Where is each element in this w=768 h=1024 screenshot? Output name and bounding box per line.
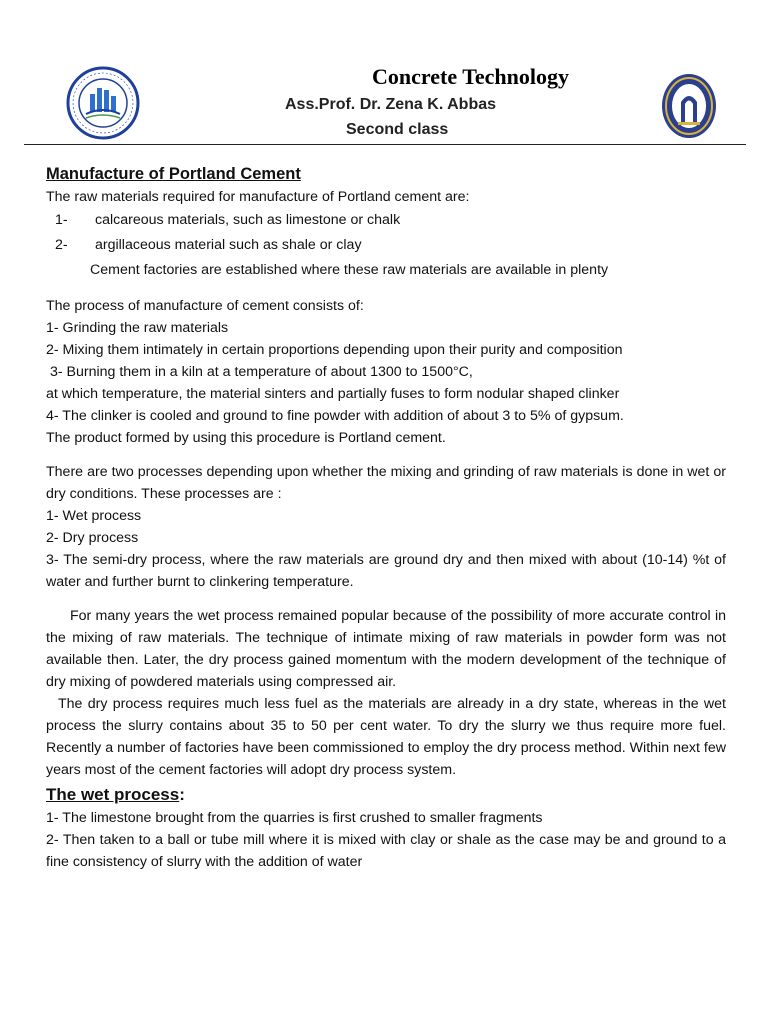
section-heading-manufacture: Manufacture of Portland Cement: [46, 165, 301, 183]
raw-materials-list: [46, 208, 726, 257]
raw-materials-intro: The raw materials required for manufacture of Portland cement are:: [46, 189, 470, 205]
page-header: [0, 0, 768, 146]
process-type-item: 1- Wet process: [46, 508, 142, 524]
process-step: 3- Burning them in a kiln at a temperature of about 1300 to 1500°C,: [46, 364, 473, 380]
college-emblem-icon: [660, 72, 718, 140]
process-step: 1- Grinding the raw materials: [46, 320, 229, 336]
process-step: 2- Mixing them intimately in certain proportions depending upon their purity and composition: [46, 342, 623, 358]
author-line: Ass.Prof. Dr. Zena K. Abbas: [285, 96, 497, 113]
wet-process-step: 2- Then taken to a ball or tube mill where it is mixed with clay or shale as the case may be and ground to a fine consistency of slurry with the addition of water: [46, 832, 726, 870]
paragraph-wet-history: For many years the wet process remained popular because of the possibility of more accurate control in the mixing of raw materials. The technique of intimate mixing of raw materials in powder form was not available then. Later, the dry process gained momentum with the modern development of the technique of dry mixing of powdered materials using compressed air.: [46, 608, 726, 690]
process-type-item: 3- The semi-dry process, where the raw materials are ground dry and then mixed with about (10-14) %t of water and further burnt to clinkering temperature.: [46, 552, 726, 590]
header-divider: [24, 144, 746, 145]
process-step: The product formed by using this procedure is Portland cement.: [46, 430, 446, 446]
process-step: 4- The clinker is cooled and ground to fine powder with addition of about 3 to 5% of gypsum.: [46, 408, 624, 424]
university-seal-icon: [66, 66, 140, 140]
process-step: at which temperature, the material sinters and partially fuses to form nodular shaped clinker: [46, 386, 620, 402]
document-body: [46, 162, 726, 873]
class-line: Second class: [346, 121, 449, 138]
list-number: 1-: [55, 212, 68, 228]
process-type-item: 2- Dry process: [46, 530, 139, 546]
list-item: [55, 208, 726, 233]
list-text: argillaceous material such as shale or clay: [95, 236, 362, 253]
wet-process-step: 1- The limestone brought from the quarries is first crushed to smaller fragments: [46, 810, 543, 826]
two-processes-intro: There are two processes depending upon whether the mixing and grinding of raw materials is done in wet or dry conditions. These processes are :: [46, 464, 726, 502]
process-intro: The process of manufacture of cement consists of:: [46, 298, 364, 314]
list-item: [55, 233, 726, 258]
list-number: 2-: [55, 236, 68, 253]
factories-note: Cement factories are established where these raw materials are available in plenty: [90, 262, 609, 278]
list-text: calcareous materials, such as limestone or chalk: [95, 212, 401, 228]
document-title: Concrete Technology: [372, 64, 569, 89]
section-heading-wet-process: The wet process:: [46, 785, 185, 804]
paragraph-dry-fuel: The dry process requires much less fuel as the materials are already in a dry state, whereas in the wet process the slurry contains about 35 to 50 per cent water. To dry the slurry we thus require more fuel. Recently a number of factories have been commissioned to employ the dry process method. Within next few years most of the cement factories will adopt dry process system.: [46, 696, 726, 778]
